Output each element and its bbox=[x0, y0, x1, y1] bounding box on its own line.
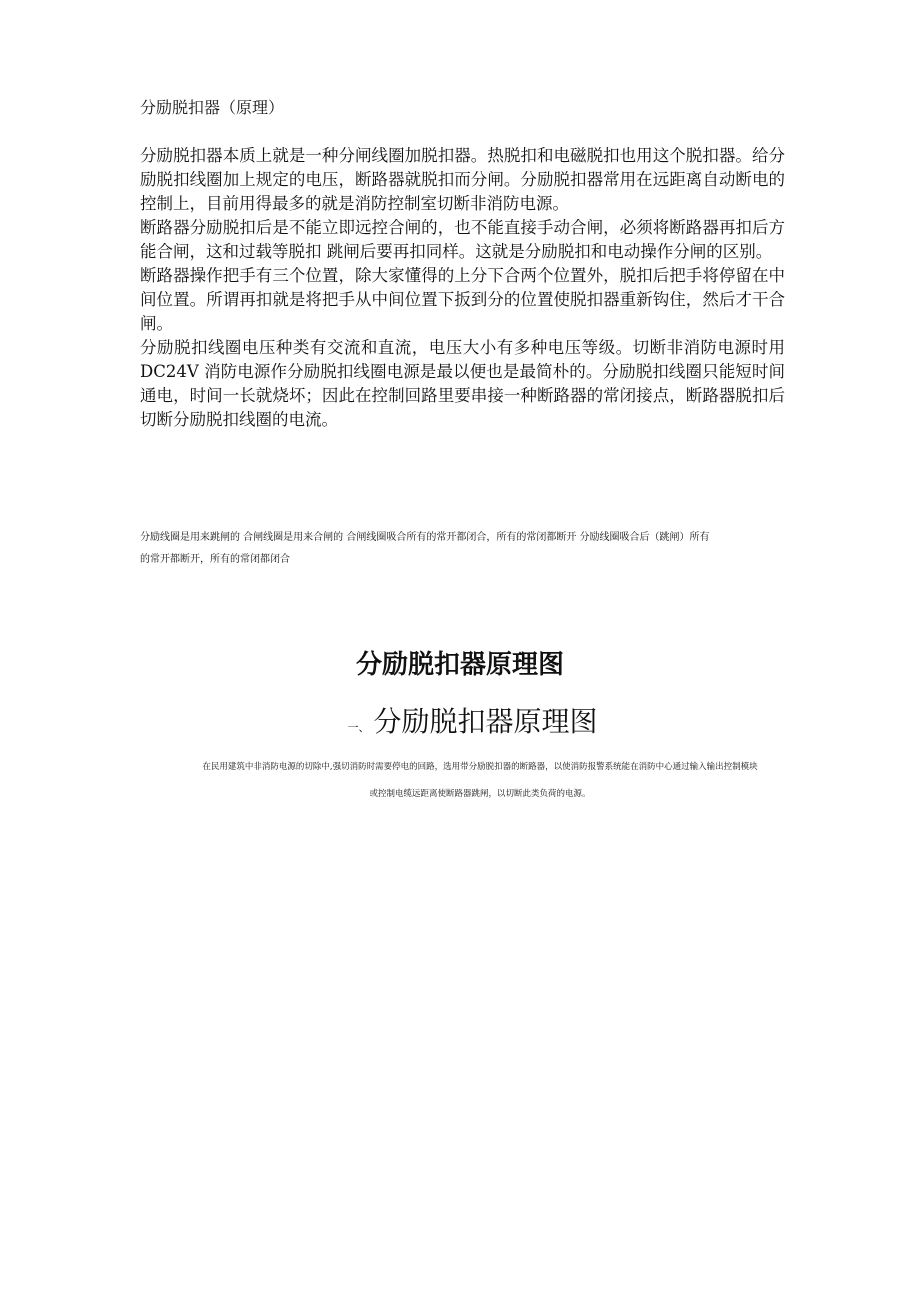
paragraph-4: 分励脱扣线圈电压种类有交流和直流，电压大小有多种电压等级。切断非消防电源时用 DC24V 消防电源作分励脱扣线圈电源是最以便也是最简朴的。分励脱扣线圈只能短时间通电，时间一长就烧坏；因此在控制回路里要串接一种断路器的常闭接点，断路器脱扣后切断分励脱扣线圈的电流。 bbox=[140, 338, 785, 429]
section-heading bbox=[0, 700, 920, 750]
footer-note-line-1: 在民用建筑中非消防电源的切除中,强切消防时需要停电的回路，选用带分励脱扣器的断路器，以使消防报警系统能在消防中心通过输入输出控制模块 bbox=[202, 762, 758, 772]
section-number: 一、 bbox=[347, 721, 370, 734]
diagram-heading: 分励脱扣器原理图 bbox=[355, 650, 564, 680]
paragraph-3: 断路器操作把手有三个位置，除大家懂得的上分下合两个位置外，脱扣后把手将停留在中间位置。所谓再扣就是将把手从中间位置下扳到分的位置使脱扣器重新钩住，然后才干合闸。 bbox=[140, 266, 785, 333]
coil-note-line-1: 分励线圈是用来跳闸的 合闸线圈是用来合闸的 合闸线圈吸合所有的常开都闭合，所有的常闭都断开 分励线圈吸合后（跳闸）所有 bbox=[140, 532, 710, 543]
footer-note-line-2: 或控制电缆远距离使断路器跳闸，以切断此类负荷的电源。 bbox=[369, 789, 591, 799]
coil-note bbox=[140, 527, 785, 571]
coil-note-line-2: 的常开都断开，所有的常闭都闭合 bbox=[140, 554, 290, 565]
body-text bbox=[140, 144, 785, 432]
footer-note bbox=[175, 754, 785, 808]
paragraph-1: 分励脱扣器本质上就是一种分闸线圈加脱扣器。热脱扣和电磁脱扣也用这个脱扣器。给分励脱扣线圈加上规定的电压，断路器就脱扣而分闸。分励脱扣器常用在远距离自动断电的控制上，目前用得最多的就是消防控制室切断非消防电源。 bbox=[140, 146, 785, 213]
section-heading-text: 分励脱扣器原理图 bbox=[373, 705, 598, 738]
document-title: 分励脱扣器（原理） bbox=[140, 98, 285, 117]
paragraph-2: 断路器分励脱扣后是不能立即远控合闸的，也不能直接手动合闸，必须将断路器再扣后方能合闸，这和过载等脱扣 跳闸后要再扣同样。这就是分励脱扣和电动操作分闸的区别。 bbox=[140, 218, 785, 261]
